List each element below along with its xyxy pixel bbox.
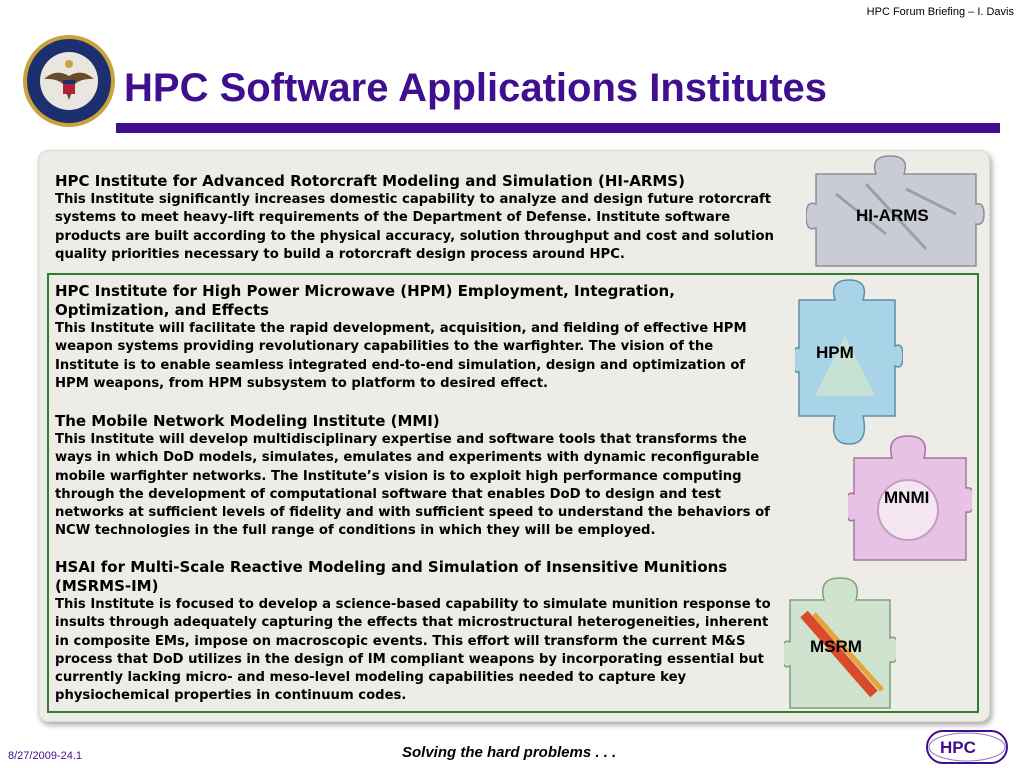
section-heading: HPC Institute for High Power Microwave (HPM) Employment, Integration, Optimization, and Effects bbox=[55, 282, 675, 319]
logo-text: HPC bbox=[940, 738, 976, 757]
section-hi-arms bbox=[55, 172, 775, 264]
section-mmi bbox=[55, 412, 775, 541]
piece-label-hpm: HPM bbox=[816, 343, 854, 362]
title-underline bbox=[116, 123, 1000, 133]
section-body: This Institute is focused to develop a science-based capability to simulate munition response to insults through adequately capturing the effects that microstructural heterogeneities, inherent in composite EMs, impose on macroscopic events. This effort will transform the current M&S process that DoD utilizes in the design of IM compliant weapons by incorporating essential but currently lacking micro- and meso-level modeling capabilities needed to capture key physiochemical properties in continuum codes. bbox=[55, 597, 771, 704]
piece-label-msrm: MSRM bbox=[810, 637, 862, 656]
dod-seal-icon bbox=[22, 34, 116, 128]
section-body: This Institute will develop multidisciplinary expertise and software tools that transforms the ways in which DoD models, simulates, emulates and experiments with dynamic reconfigurable mobile warfighter networks. The Institute’s vision is to exploit high performance computing through the development of computational software that enables DoD to design and test networks at sufficient levels of fidelity and with sufficient speed to understand the behaviors of NCW technologies in the full range of conditions in which they will be employed. bbox=[55, 432, 770, 539]
footer-date: 8/27/2009-24.1 bbox=[8, 750, 83, 762]
section-heading: HSAI for Multi-Scale Reactive Modeling and Simulation of Insensitive Munitions (MSRMS-IM) bbox=[55, 558, 728, 595]
section-body: This Institute significantly increases domestic capability to analyze and design future rotorcraft systems to meet heavy-lift requirements of the Department of Defense. Institute software products are built according to the physical accuracy, solution throughput and cost and solution quality priorities necessary to build a rotorcraft design process around HPC. bbox=[55, 192, 774, 262]
piece-label-hi-arms: HI-ARMS bbox=[856, 206, 929, 225]
section-msrms bbox=[55, 558, 775, 706]
footer-tagline: Solving the hard problems . . . bbox=[402, 744, 617, 761]
page-title: HPC Software Applications Institutes bbox=[124, 66, 828, 110]
section-hpm bbox=[55, 282, 775, 393]
header-note: HPC Forum Briefing – I. Davis bbox=[866, 6, 1014, 18]
hpc-logo-icon bbox=[926, 730, 1008, 764]
section-heading: HPC Institute for Advanced Rotorcraft Modeling and Simulation (HI-ARMS) bbox=[55, 172, 685, 190]
piece-label-mnmi: MNMI bbox=[884, 488, 930, 507]
section-body: This Institute will facilitate the rapid development, acquisition, and fielding of effective HPM weapon systems providing revolutionary capabilities to the warfighter. The vision of the Institute is to enable seamless integrated end-to-end simulation, design and optimization of HPM weapons, from HPM subsystem to platform to desired effect. bbox=[55, 321, 747, 391]
section-heading: The Mobile Network Modeling Institute (MMI) bbox=[55, 412, 440, 430]
